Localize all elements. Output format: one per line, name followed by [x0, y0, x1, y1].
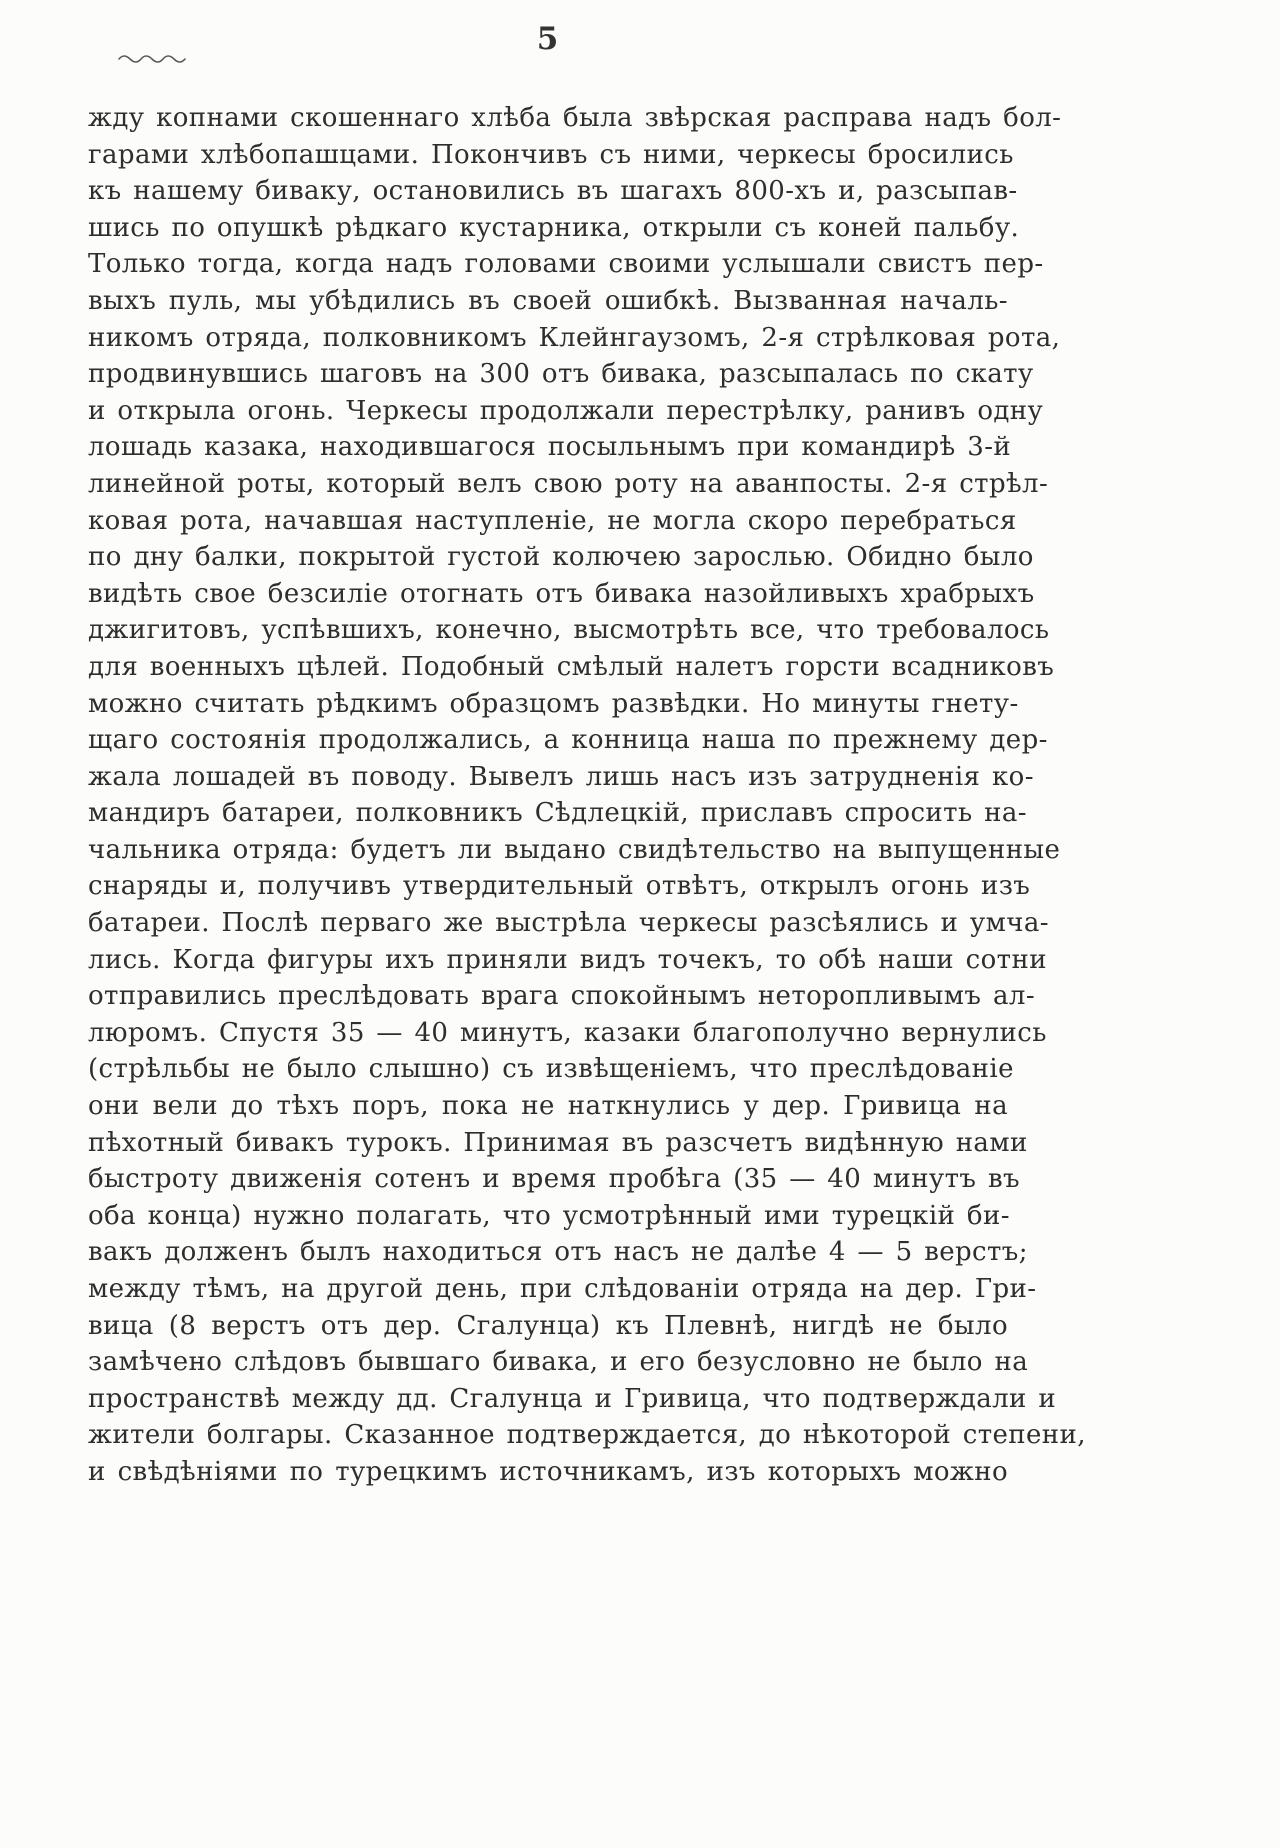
text-line: пѣхотный бивакъ турокъ. Принимая въ разсчетъ видѣнную нами	[88, 1127, 1028, 1158]
text-line: шись по опушкѣ рѣдкаго кустарника, открыли съ коней пальбу.	[88, 212, 1020, 243]
text-line: видѣть свое безсиліе отогнать отъ бивака назойливыхъ храбрыхъ	[88, 578, 1035, 609]
text-line: замѣчено слѣдовъ бывшаго бивака, и его безусловно не было на	[88, 1347, 1029, 1378]
text-line: линейной роты, который велъ свою роту на аванпосты. 2-я стрѣл-	[88, 468, 1049, 499]
text-line: для военныхъ цѣлей. Подобный смѣлый налетъ горсти всадниковъ	[88, 651, 1055, 682]
text-line: ковая рота, начавшая наступленіе, не могла скоро перебраться	[88, 505, 1017, 536]
text-line: продвинувшись шаговъ на 300 отъ бивака, разсыпалась по скату	[88, 359, 1034, 390]
text-line: выхъ пуль, мы убѣдились въ своей ошибкѣ. Вызванная началь-	[88, 285, 1008, 316]
text-line: щаго состоянія продолжались, а конница наша по прежнему дер-	[88, 725, 1048, 756]
text-line: пространствѣ между дд. Сгалунца и Гривица, что подтверждали и	[88, 1383, 1057, 1414]
text-line: Только тогда, когда надъ головами своими услышали свистъ пер-	[88, 249, 1044, 280]
text-line: по дну балки, покрытой густой колючею зарослью. Обидно было	[88, 542, 1034, 573]
text-line: между тѣмъ, на другой день, при слѣдованіи отряда на дер. Гри-	[88, 1274, 1037, 1304]
text-line: вакъ долженъ былъ находиться отъ насъ не далѣе 4 — 5 верстъ;	[88, 1237, 1028, 1268]
text-line: жду копнами скошеннаго хлѣба была звѣрская расправа надъ бол-	[88, 103, 1062, 133]
text-line: вица (8 верстъ отъ дер. Сгалунца) къ Плевнѣ, нигдѣ не было	[88, 1310, 1008, 1341]
text-line: гарами хлѣбопашцами. Покончивъ съ ними, черкесы бросились	[88, 139, 1014, 170]
page-header	[88, 21, 1008, 65]
text-line: люромъ. Спустя 35 — 40 минутъ, казаки благополучно вернулись	[88, 1017, 1047, 1048]
text-line: къ нашему биваку, остановились въ шагахъ 800-хъ и, разсыпав-	[88, 176, 1018, 207]
text-line: лошадь казака, находившагося посыльнымъ при командирѣ 3-й	[88, 432, 1012, 463]
text-line: чальника отряда: будетъ ли выдано свидѣтельство на выпущенные	[88, 834, 1061, 865]
text-line: джигитовъ, успѣвшихъ, конечно, высмотрѣть все, что требовалось	[88, 615, 1050, 646]
text-line: мандиръ батареи, полковникъ Сѣдлецкій, приславъ спросить на-	[88, 798, 1027, 829]
text-line: отправились преслѣдовать врага спокойнымъ неторопливымъ ал-	[88, 981, 1036, 1012]
page-number: 5	[536, 21, 560, 57]
page-text-block	[88, 100, 1086, 1491]
text-line: быстроту движенія сотенъ и время пробѣга (35 — 40 минутъ въ	[88, 1164, 1021, 1195]
text-line: никомъ отряда, полковникомъ Клейнгаузомъ, 2-я стрѣлковая рота,	[88, 322, 1061, 353]
text-line: и свѣдѣніями по турецкимъ источникамъ, изъ которыхъ можно	[88, 1456, 1008, 1487]
text-line: жители болгары. Сказанное подтверждается, до нѣкоторой степени,	[88, 1420, 1086, 1451]
text-line: они вели до тѣхъ поръ, пока не наткнулись у дер. Гривица на	[88, 1091, 1008, 1122]
text-line: можно считать рѣдкимъ образцомъ развѣдки. Но минуты гнету-	[88, 688, 1019, 719]
text-line: и открыла огонь. Черкесы продолжали перестрѣлку, ранивъ одну	[88, 395, 1044, 426]
wavy-rule-ornament	[116, 51, 194, 65]
text-line: оба конца) нужно полагать, что усмотрѣнный ими турецкій би-	[88, 1200, 1010, 1231]
text-line: жала лошадей въ поводу. Вывелъ лишь насъ изъ затрудненія ко-	[88, 761, 1034, 792]
text-line: лись. Когда фигуры ихъ приняли видъ точекъ, то обѣ наши сотни	[88, 944, 1047, 975]
text-line: батареи. Послѣ перваго же выстрѣла черкесы разсѣялись и умча-	[88, 908, 1049, 939]
text-line: (стрѣльбы не было слышно) съ извѣщеніемъ, что преслѣдованіе	[88, 1054, 1014, 1085]
text-line: снаряды и, получивъ утвердительный отвѣтъ, открылъ огонь изъ	[88, 871, 1031, 902]
